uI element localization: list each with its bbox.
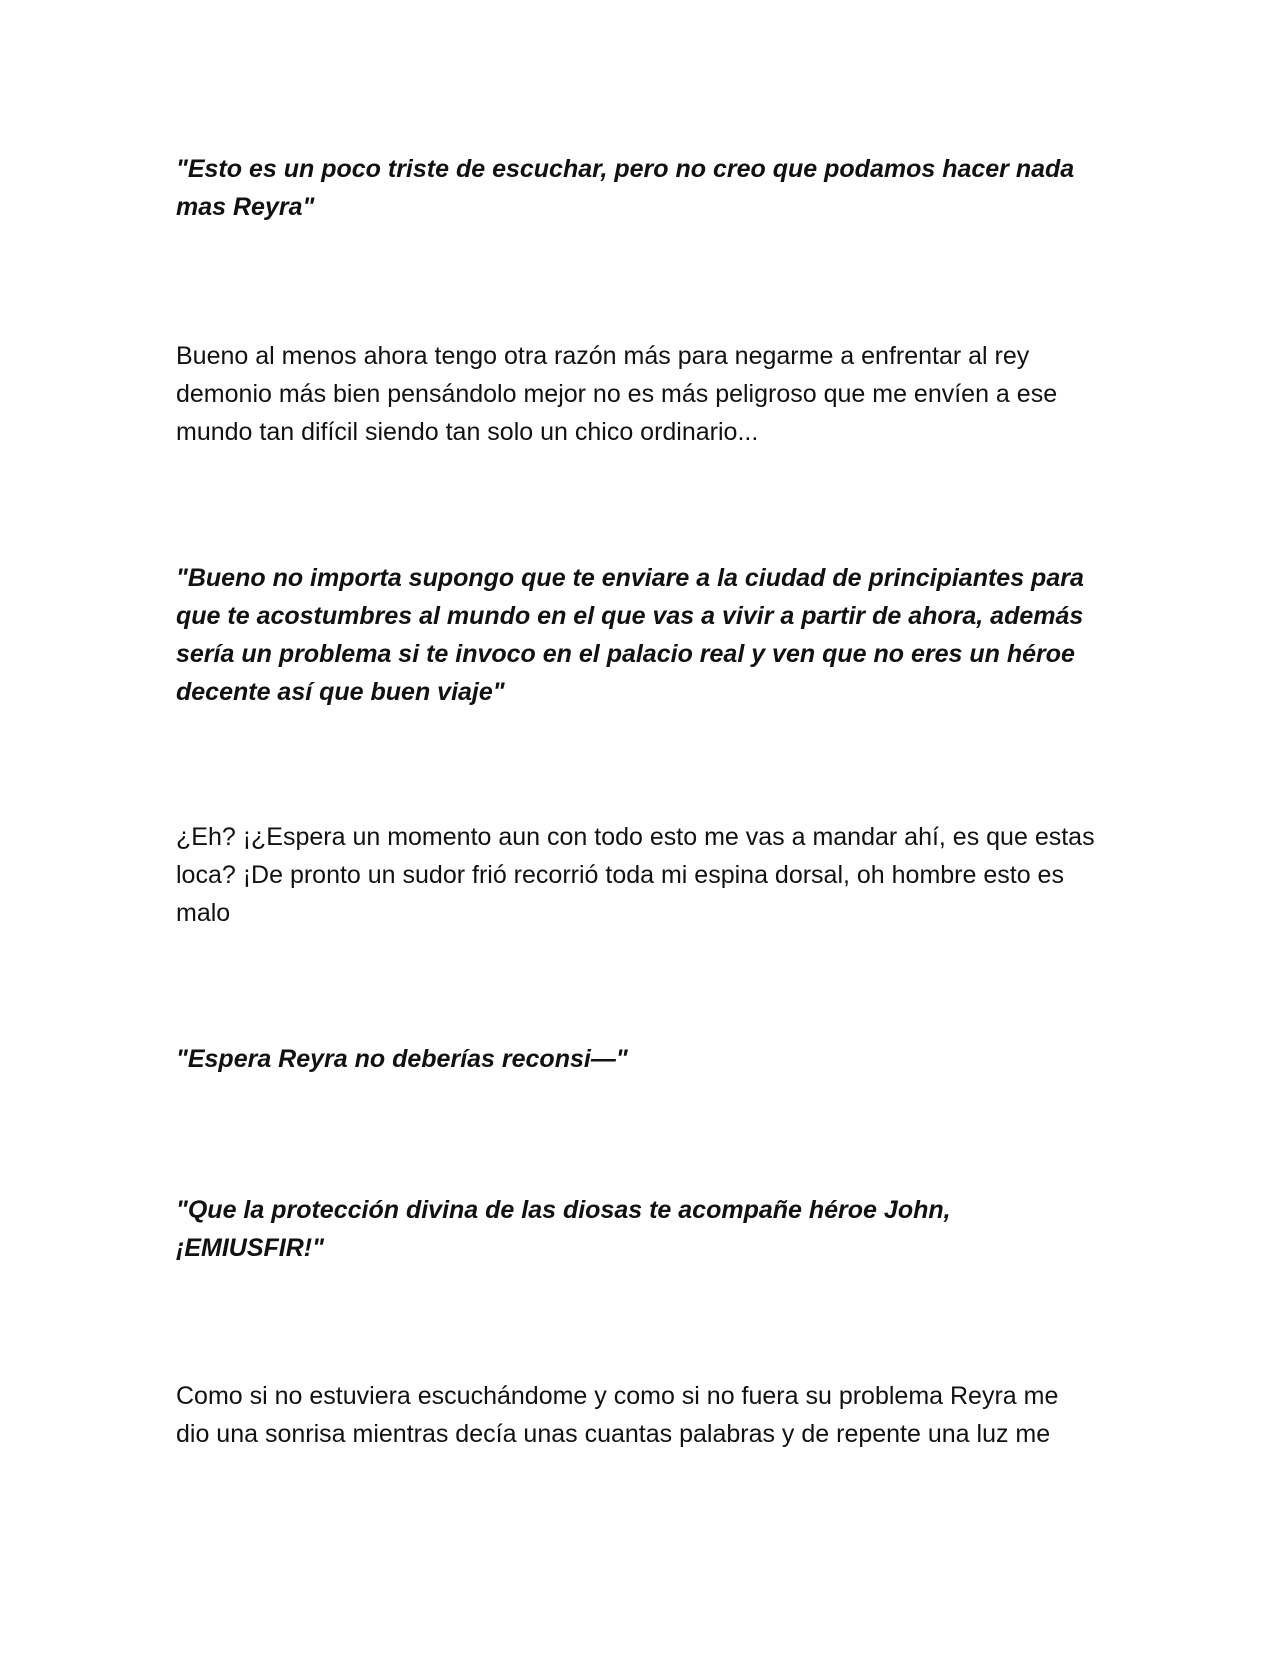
text-line: "Bueno no importa supongo que te enviare a la ciudad de principiantes para bbox=[176, 564, 1084, 592]
text-line: malo bbox=[176, 899, 231, 927]
text-line: Como si no estuviera escuchándome y como si no fuera su problema Reyra me bbox=[176, 1382, 1059, 1410]
text-line: dio una sonrisa mientras decía unas cuantas palabras y de repente una luz me bbox=[176, 1420, 1051, 1448]
text-line: que te acostumbres al mundo en el que vas a vivir a partir de ahora, además bbox=[176, 602, 1084, 630]
text-line: loca? ¡De pronto un sudor frió recorrió toda mi espina dorsal, oh hombre esto es bbox=[176, 861, 1064, 889]
text-line: Bueno al menos ahora tengo otra razón más para negarme a enfrentar al rey bbox=[176, 342, 1030, 370]
paragraph-narration-2 bbox=[176, 818, 1106, 932]
text-line: "Que la protección divina de las diosas te acompañe héroe John, bbox=[176, 1196, 951, 1224]
paragraph-dialogue-2 bbox=[176, 559, 1106, 711]
text-line: mas Reyra" bbox=[176, 193, 315, 221]
paragraph-dialogue-1 bbox=[176, 150, 1106, 226]
text-line: "Esto es un poco triste de escuchar, pero no creo que podamos hacer nada bbox=[176, 155, 1075, 183]
text-line: ¡EMIUSFIR!" bbox=[176, 1234, 324, 1262]
paragraph-narration-3 bbox=[176, 1377, 1106, 1453]
text-line: mundo tan difícil siendo tan solo un chico ordinario... bbox=[176, 418, 759, 446]
paragraph-narration-1 bbox=[176, 337, 1106, 451]
paragraph-dialogue-4 bbox=[176, 1191, 1106, 1267]
text-line: "Espera Reyra no deberías reconsi—" bbox=[176, 1045, 628, 1073]
paragraph-dialogue-3 bbox=[176, 1040, 1106, 1078]
text-line: decente así que buen viaje" bbox=[176, 678, 505, 706]
text-line: sería un problema si te invoco en el palacio real y ven que no eres un héroe bbox=[176, 640, 1075, 668]
text-line: ¿Eh? ¡¿Espera un momento aun con todo esto me vas a mandar ahí, es que estas bbox=[176, 823, 1095, 851]
text-line: demonio más bien pensándolo mejor no es más peligroso que me envíen a ese bbox=[176, 380, 1058, 408]
